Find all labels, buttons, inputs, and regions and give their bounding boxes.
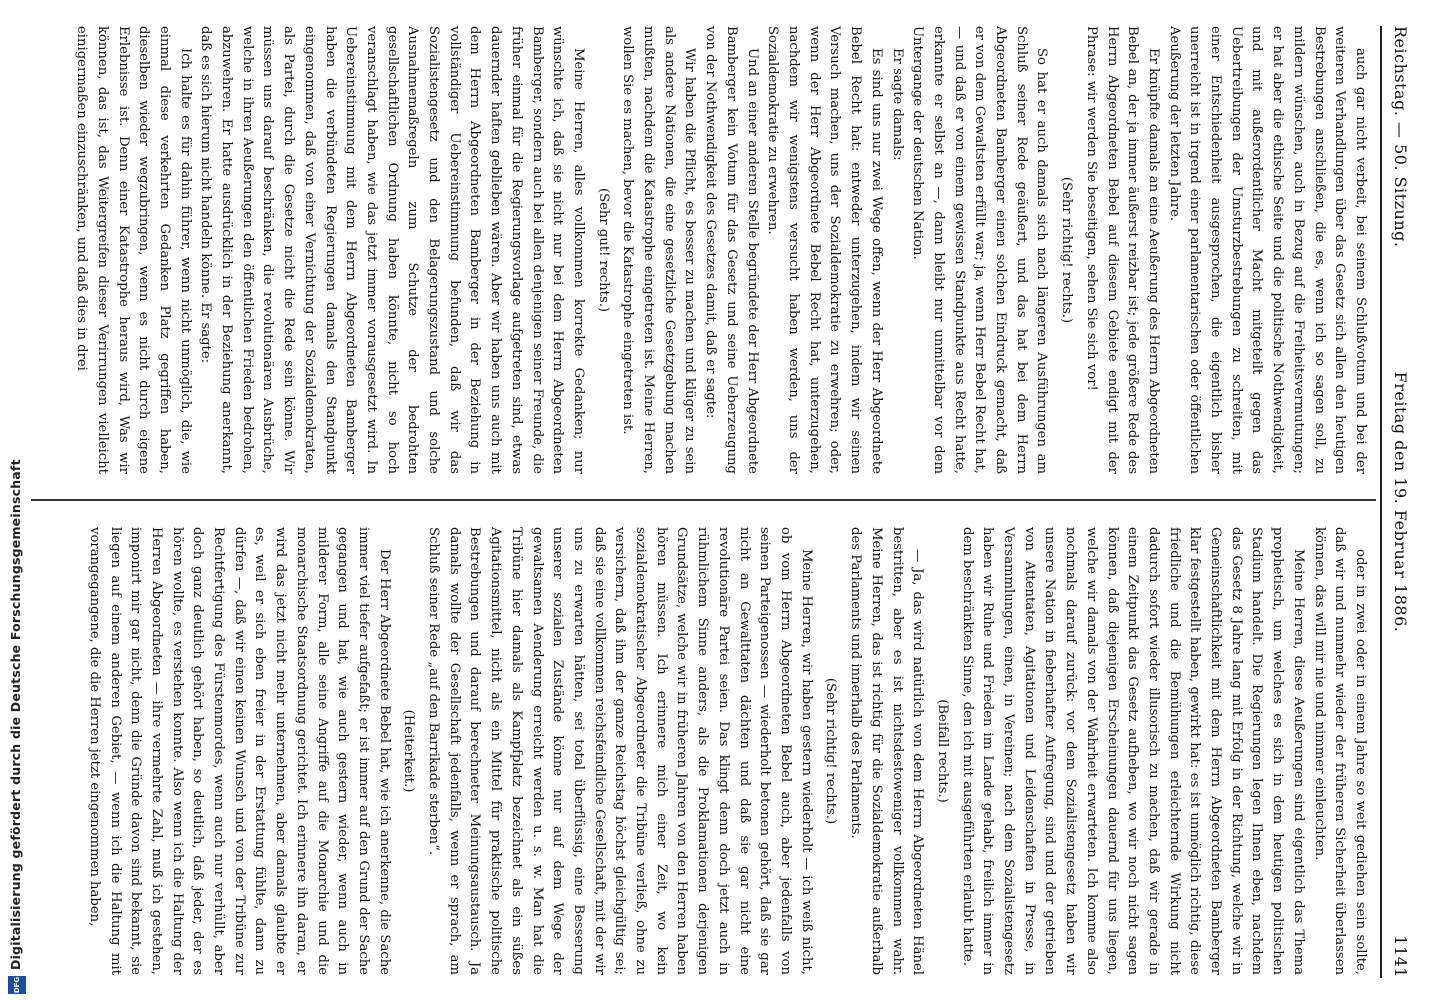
paragraph: Und an einer anderen Stelle begründete der Herr Abgeordnete Bamberger kein Votum für das Gesetz und seine Ueberzeugung von der Nothwendigkeit des Gesetzes damit, daß er sagte:	[703, 26, 760, 474]
running-head-session: Reichstag. — 50. Sitzung.	[1391, 26, 1410, 248]
interjection: (Sehr richtig! rechts.)	[1059, 176, 1075, 324]
header-rule	[1380, 26, 1382, 978]
right-text-column	[40, 527, 1370, 975]
paragraph: Ich halte es für dahin führer, wenn nicht unmöglich, die, wie einmal diese verkehrten Gedanken Platz gegriffen haben, dieselben wieder wegzubringen, wenn es nicht durch eigene Erlebnisse ist. Denn einer Katastrophe heraus wird, Was wir können, das ist, das Weitergreifen dieser Verirrungen vielleicht einigermaßen einzuschränken, und daß dies in drei	[74, 26, 193, 474]
digitization-note: Digitalisierung gefördert durch die Deutsche Forschungsgemeinschaft	[8, 459, 23, 970]
paragraph: oder in zwei oder in einem Jahre so weit gediehen sein sollte, daß wir und nunmehr wieder der früheren Sicherheit überlassen können, das will mir nie und nimmer einleuchten.	[1311, 527, 1368, 975]
paragraph: Er sagte damals:	[889, 48, 905, 161]
paragraph: auch gar nicht verbeit, bei seinem Schlußvotum und bei der weiteren Verhandlungen über das Gesetz sich allen den heutigen Bestrebungen anschließen, die es, wenn ich so sagen soll, zu mildern wünschen, auch in Bezug auf die Freiheitsvermutungen; er hat aber die ethische Seite und die politische Nothwendigkeit, und mit außerordentlicher Macht mitgeteilt gegen das Uebertreibungen der Umsturzbestrebungen zu schreiten, mit einer Entschiedenheit ausgesprochen, die eigentlich bisher unerreicht ist in irgend einer parlamentarischen oder öffentlichen Aeußerung der letzten Jahre.	[1166, 26, 1368, 474]
column-divider	[31, 499, 1376, 501]
interjection: (Sehr gut! rechts.)	[595, 187, 611, 313]
interjection: (Sehr richtig! rechts.)	[823, 677, 839, 825]
paragraph: So hat er auch damals sich nach längeren Ausführungen am Schluß seiner Rede geäußert, und das hat bei dem Herrn Abgeordneten Bamberger einen solchen Eindruck gemacht, daß er von dem Gewaltsten erfüllt war; ja, wenn Herr Bebel Recht hat, — und daß er von einem gewissen Standpunkte aus Recht hatte, erkannte er selbst an —, dann bleibt nur unmittelbar vor dem Untergange der deutschen Nation.	[910, 26, 1050, 474]
paragraph: Er knüpfte damals an eine Aeußerung des Herrn Abgeordneten Bebel an, der ja immer äußerst reizbar ist; jede größere Rede des Herrn Abgeordneten Bebel auf diesem Gebiete endigt mit der Phrase: wir werden Sie beseitigen, sehen Sie sich vor!	[1083, 26, 1161, 474]
paragraph: Meine Herren, alles vollkommen korrekte Gedanken; nur wünschte ich, daß sie nicht nur bei dem Herrn Abgeordneten Bamberger, sondern auch bei allen denjenigen seiner Freunde, die früher einmal für die Regierungsvorlage aufgetreten sind, etwas dauernder haften geblieben wären. Aber wir haben uns auch mit dem Herrn Abgeordneten Bamberger in der Beziehung in vollständiger Uebereinstimmung befunden, daß wir das Sozialistengesetz und den Belagerungszustand und solche Ausnahmemaßregeln zum Schutze der bedrohten gesellschaftlichen Ordnung haben könnte, nicht so hoch veranschlagt haben, wie das jetzt immer vorausgesetzt wird. In Uebereinstimmung mit dem Herrn Abgeordneten Bamberger haben die verbündeten Regierungen damals den Standpunkt eingenommen, daß von einer Vernichtung der Sozialdemokraten, als Partei, durch die Gesetze nicht die Rede sein könne. Wir müssen uns darauf beschränken, die revolutionären Ausbrüche, welche in ihren Aeußerungen den öffentlichen Frieden bedrohen, abzuwehren. Er hatte ausdrücklich in der Beziehung anerkannt, daß es sich hierum nicht handeln könne. Er sagte:	[198, 26, 586, 474]
paragraph: Meine Herren, wir haben gestern wiederholt — ich weiß nicht, ob vom Herrn Abgeordneten Bebel auch, aber jedenfalls von seinen Parteigenossen — wiederholt betonen gehört, daß sie gar nicht an Gewalttaten dächten und daß sie gar nicht eine revolutionäre Partei seien. Das klingt denn doch jetzt auch in rühmlichem Sinne anders, als die Proklamationen derjenigen Grundsätze, welche wir in früheren Jahren von den Herren haben hören müssen. Ich erinnere mich einer Zeit, wo kein sozialdemokratischer Abgeordneter die Tribüne verließ, ohne zu versichern, daß ihm der ganze Reichstag höchst gleichgültig sei; daß sie eine vollkommen reichsfeindliche Gesellschaft, mit der wir uns zu erwarten hätten, sei total überflüssig, eine Besserung unserer sozialen Zustände könne nur auf dem Wege der gewaltsamen Aenderung erreicht werden u. s. w. Man hat die Tribüne hier damals als Kampfplatz bezeichnet als ein süßes Agitationsmittel, nicht als ein Mittel für praktische politische Bestrebungen und darauf berechneter Meinungsaustausch. Ja damals wollte der Gesellschaft jedenfalls, wenn er sprach, am Schluß seiner Rede „auf den Barrikade sterben“.	[426, 527, 814, 975]
running-head	[1384, 26, 1412, 978]
interjection: (Heiterkeit.)	[401, 709, 417, 793]
dfg-logo: DFG	[8, 976, 26, 994]
digitization-footer	[0, 0, 34, 1000]
paragraph: Der Herr Abgeordnete Bebel hat, wie ich anerkenne, die Sache immer viel tiefer aufgefaßt; er ist immer auf den Grund der Sache gegangen und hat, wie auch gestern wieder, wenn auch in milderer Form, alle seine Angriffe auf die Monarchie und die monarchische Staatsordnung gerichtet. Ich erinnere ihn daran, er wird das jetzt nicht mehr unternehmen, aber damals glaubte er es, weil er sich eben freier in der Erstattung fühlte, dann zu dürfen —, daß wir einen keinen Wunsch und von der Tribüne zur Rechtfertigung des Fürstenmordes, wenn auch nur verhüllt, aber doch ganz deutlich gehört haben, so deutlich, daß jeder, der es hören wollte, es verstehen konnte. Also wenn ich die Haltung der Herren Abgeordneten — ihre vermehrte Zahl, muß ich gestehen, imponirt mir gar nicht, denn die Gründe davon sind bekannt, sie liegen auf einem anderen Gebiet, — wenn ich die Haltung mit vorangegangene, die die Herren jetzt eingenommen haben,	[86, 527, 392, 975]
left-text-column	[40, 26, 1370, 474]
page-number: 1141	[1391, 935, 1410, 978]
paragraph: — Ja, das wird natürlich von dem Herrn Abgeordneten Hänel bestritten, aber es ist nichtsdestoweniger vollkommen wahr. Meine Herren, das ist richtig für die Sozialdemokratie außerhalb des Parlaments und innerhalb des Parlaments.	[848, 527, 926, 975]
paragraph: Es sind uns nur zwei Wege offen, wenn der Herr Abgeordnete Bebel Recht hat: entweder unterzugehen, indem wir seinen Versuch machen, uns der Sozialdemokratie zu erwehren; oder, wenn der Herr Abgeordnete Bebel Recht hat, unterzugehen, nachdem wir wenigstens versucht haben werden, uns der Sozialdemokratie zu erwehren.	[765, 26, 884, 474]
running-head-date: Freitag den 19. Februar 1886.	[1391, 371, 1410, 633]
paragraph: Meine Herren, diese Aeußerungen sind eigentlich das Thema prophetisch, um welches es sich in dem heutigen politischen Stadium handelt. Die Regierungen legen Ihnen eben, nachdem das Gesetz 8 Jahre lang mit Erfolg in der Richtung, welche wir in Gemeinschaftlichkeit mit dem Herrn Abgeordneten Bamberger klar festgestellt haben, gewirkt hat: es ist unmöglich richtig, diese friedliche und die Bemühungen erleichternde Wirkung nicht dadurch sofort wieder illusorisch zu machen, daß wir gerade in einem Zeitpunkt das Gesetz aufheben, wo wir noch nicht sagen können, daß diejenigen Erscheinungen dauernd für uns liegen, welche wir damals von der Wahrheit erwarteten. Ich komme also nochmals darauf zurück: vor dem Sozialistengesetz haben wir unsere Nation in fieberhafter Aufregung, sind und der getrieben von Attentaten, Agitationen und Leidenschaften in Presse, in Versammlungen, einen, in Vereinen; nach dem Sozialistengesetz haben wir Ruhe und Frieden im Lande gehabt, freilich immer in dem beschränkten Sinne, den ich mit ausgeführten erlaubt hatte.	[959, 527, 1306, 975]
interjection: (Beifall rechts.)	[934, 699, 950, 803]
paragraph: Wir haben die Pflicht, es besser zu machen und klüger zu sein als andere Nationen, die eine gesetzliche Gesetzgebung machen mußten, nachdem die Katastrophe eingetreten ist. Meine Herren, wollen Sie es machen, bevor die Katastrophe eingetreten ist.	[620, 26, 698, 474]
